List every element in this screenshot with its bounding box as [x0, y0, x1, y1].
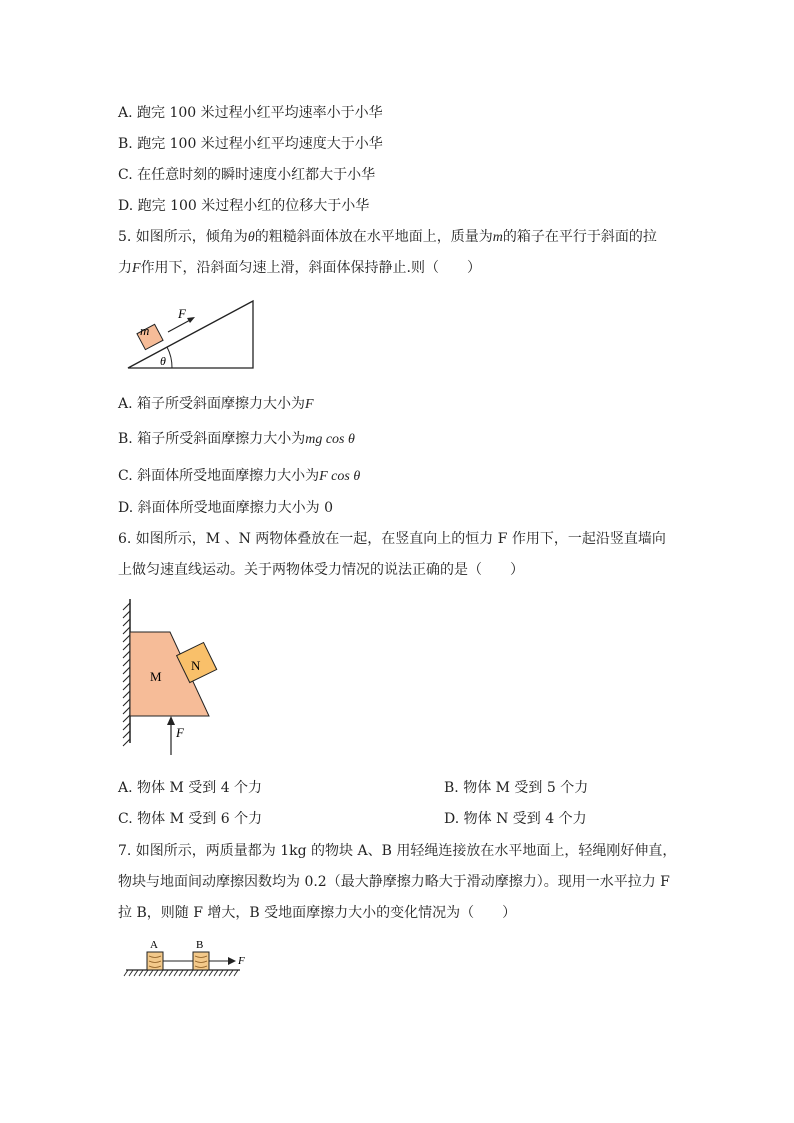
q5-incline-figure [120, 295, 270, 375]
q6-option-d: D. 物体 N 受到 4 个力 [444, 811, 587, 827]
q7-stem-line1: 7. 如图所示，两质量都为 1kg 的物块 A、B 用轻绳连接放在水平地面上，轻绳刚好伸直， [118, 843, 677, 859]
q6-option-a: A. 物体 M 受到 4 个力 [118, 780, 263, 796]
q6-fig-f-label: F [176, 725, 184, 740]
q5-option-d: D. 斜面体所受地面摩擦力大小为 0 [118, 500, 333, 516]
q5-option-b: B. 箱子所受斜面摩擦力大小为mg cos θ [118, 431, 355, 447]
q6-wall-figure [118, 595, 228, 760]
q7-stem-line3: 拉 B，则随 F 增大，B 受地面摩擦力大小的变化情况为（ ） [118, 905, 517, 921]
q4-option-c: C. 在任意时刻的瞬时速度小红都大于小华 [118, 167, 376, 183]
q6-stem-line2: 上做匀速直线运动。关于两物体受力情况的说法正确的是（ ） [118, 562, 524, 578]
q5-stem-line2: 力F作用下，沿斜面匀速上滑，斜面体保持静止.则（ ） [118, 260, 482, 276]
q5-option-c: C. 斜面体所受地面摩擦力大小为F cos θ [118, 468, 361, 484]
q6-stem-line1: 6. 如图所示，M 、N 两物体叠放在一起，在竖直向上的恒力 F 作用下，一起沿竖直墙向 [118, 531, 666, 547]
q5-fig-f-label: F [178, 306, 186, 321]
q7-blocks-figure [122, 936, 262, 981]
q7-fig-f-label: F [238, 955, 245, 967]
q6-fig-m-label: M [150, 669, 162, 684]
q4-option-d: D. 跑完 100 米过程小红的位移大于小华 [118, 198, 370, 214]
q7-stem-line2: 物块与地面间动摩擦因数均为 0.2（最大静摩擦力略大于滑动摩擦力）。现用一水平拉力 F [118, 874, 670, 890]
q7-fig-a-label: A [150, 939, 158, 951]
q4-option-b: B. 跑完 100 米过程小红平均速度大于小华 [118, 136, 383, 152]
q7-fig-b-label: B [196, 939, 204, 951]
q4-option-a: A. 跑完 100 米过程小红平均速率小于小华 [118, 105, 383, 121]
q5-option-a: A. 箱子所受斜面摩擦力大小为F [118, 396, 314, 412]
q5-fig-theta-label: θ [160, 354, 166, 368]
q5-fig-m-label: m [140, 323, 150, 338]
q5-stem-line1: 5. 如图所示，倾角为θ的粗糙斜面体放在水平地面上，质量为m的箱子在平行于斜面的拉 [118, 229, 657, 245]
q6-option-c: C. 物体 M 受到 6 个力 [118, 811, 263, 827]
q6-fig-n-label: N [191, 658, 201, 673]
q6-option-b: B. 物体 M 受到 5 个力 [444, 780, 589, 796]
